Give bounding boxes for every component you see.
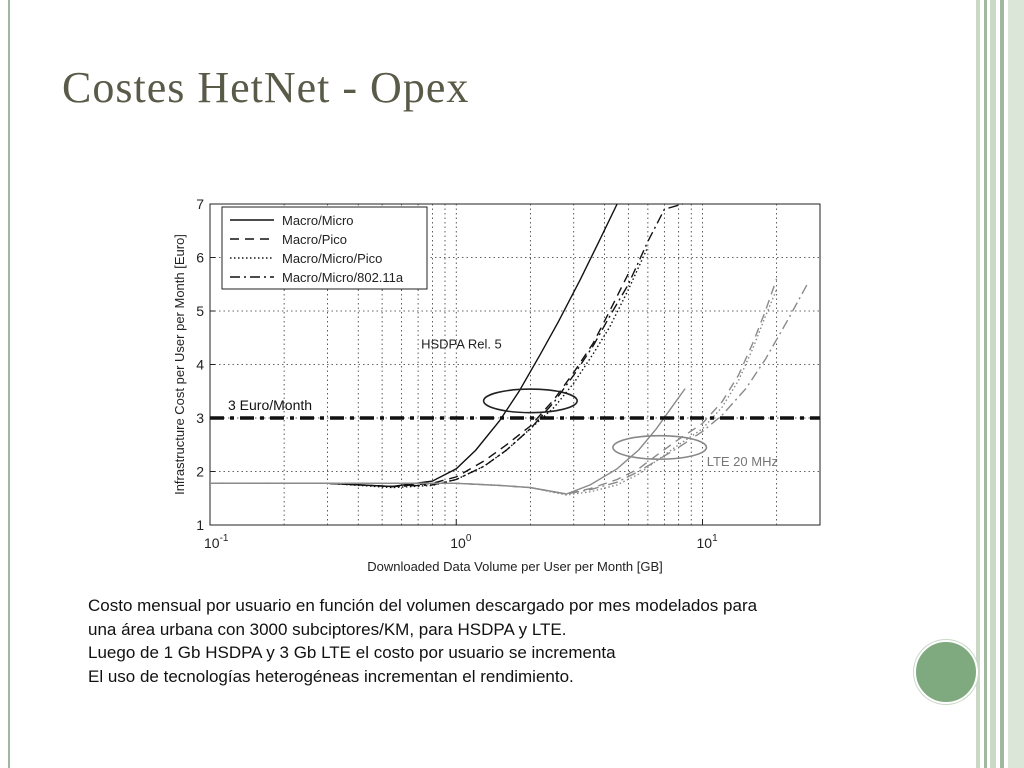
x-tick-label: $10^{-1}$	[204, 533, 229, 551]
caption-line: Luego de 1 Gb HSDPA y 3 Gb LTE el costo por usuario se incrementa	[88, 643, 616, 662]
chart	[170, 190, 830, 580]
y-tick-label: 4	[196, 356, 204, 373]
x-tick-label: $10^1$	[696, 533, 718, 551]
caption-line: Costo mensual por usuario en función del volumen descargado por mes modelados para	[88, 596, 758, 615]
y-tick-label: 3	[196, 410, 204, 426]
legend-label: Macro/Pico	[282, 232, 348, 247]
y-tick-label: 7	[196, 196, 204, 212]
chart-svg	[170, 190, 830, 580]
x-tick-label: $10^0$	[450, 533, 472, 551]
y-axis-label: Infrastructure Cost per User per Month [Euro]	[172, 234, 187, 495]
caption	[88, 594, 888, 688]
y-tick-label: 6	[196, 249, 204, 266]
y-tick-label: 1	[196, 517, 204, 533]
slide-title: Costes HetNet - Opex	[62, 63, 470, 112]
x-axis-label: Downloaded Data Volume per User per Month [GB]	[367, 559, 663, 574]
left-decorative-rule	[8, 0, 10, 768]
y-tick-label: 5	[196, 303, 204, 319]
annotation-label: LTE 20 MHz	[706, 454, 778, 470]
legend-label: Macro/Micro/802.11a	[282, 270, 404, 285]
caption-line: El uso de tecnologías heterogéneas incrementan el rendimiento.	[88, 666, 574, 686]
accent-circle	[914, 640, 978, 704]
right-decorative-stripes	[976, 0, 1024, 768]
annotation-label: HSDPA Rel. 5	[421, 336, 502, 352]
threshold-label: 3 Euro/Month	[228, 397, 313, 413]
caption-line: una área urbana con 3000 subciptores/KM, para HSDPA y LTE.	[88, 619, 567, 639]
legend-label: Macro/Micro/Pico	[282, 251, 383, 266]
legend-label: Macro/Micro	[282, 213, 354, 228]
y-tick-label: 2	[196, 463, 204, 480]
